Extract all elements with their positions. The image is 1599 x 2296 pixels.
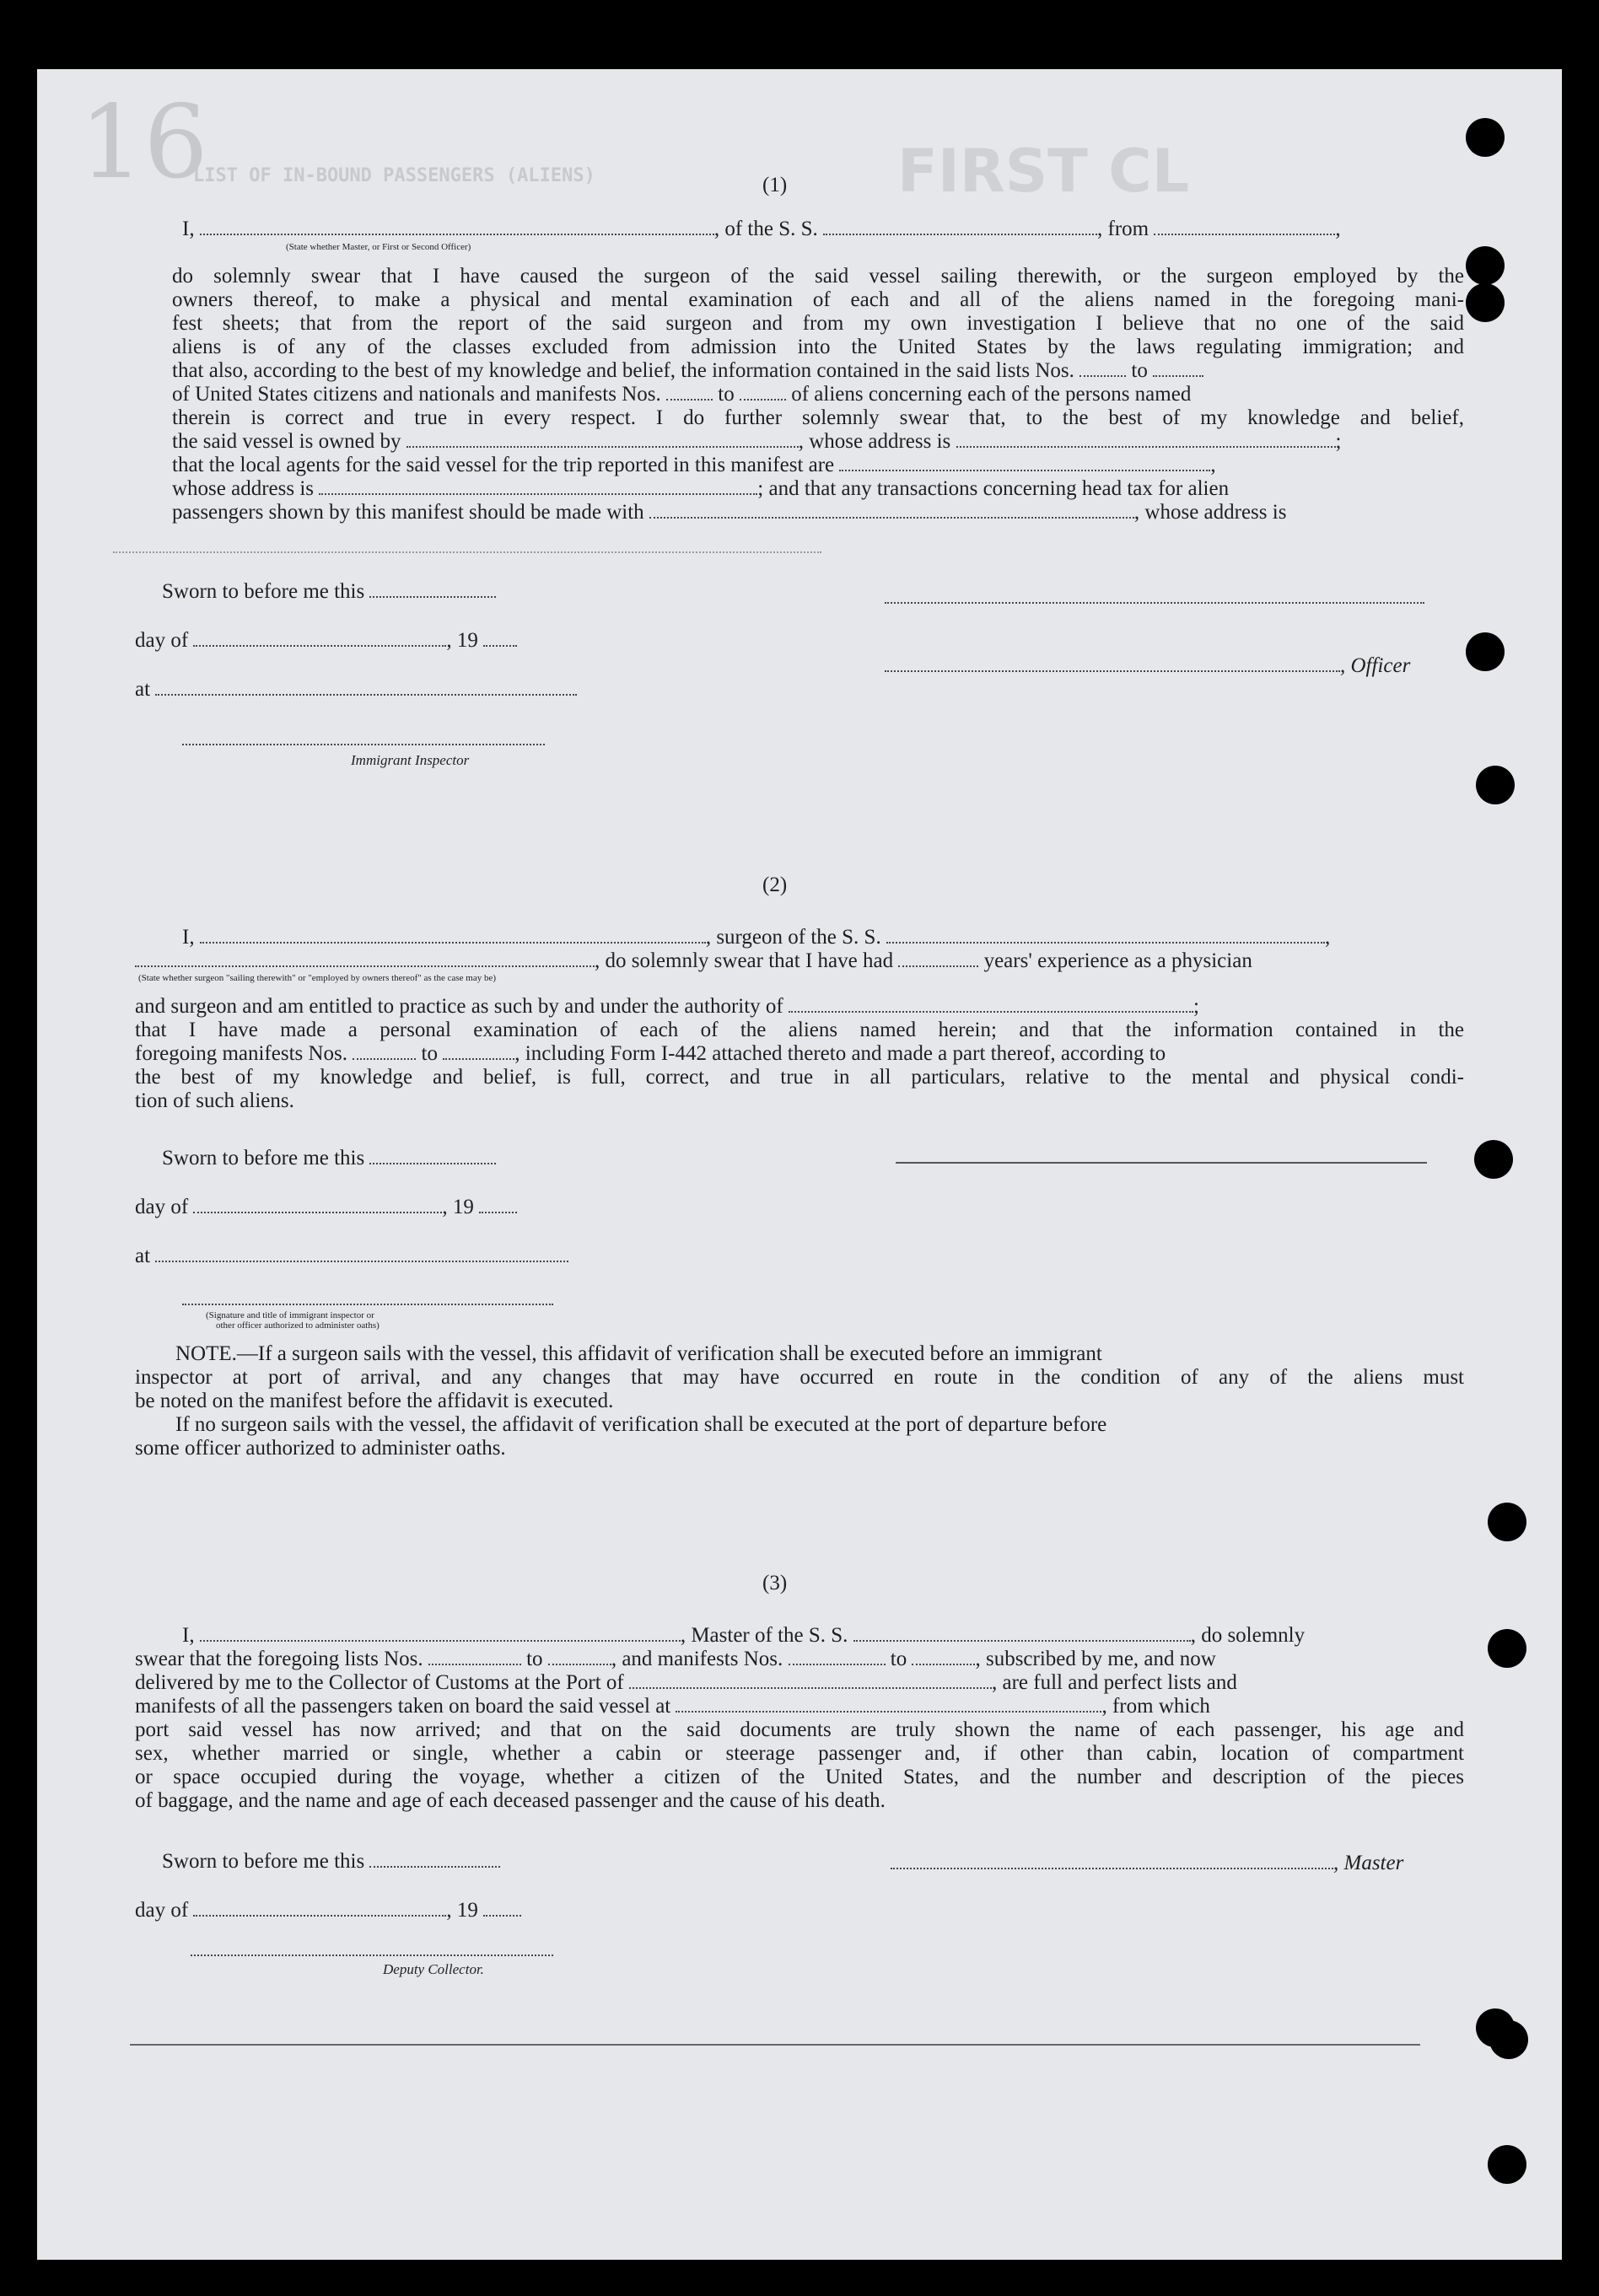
s2-body (135, 995, 1464, 1113)
page-number-stamp: 16 (79, 84, 208, 202)
s1-officer-line (885, 654, 1410, 678)
s1-day-field[interactable] (193, 630, 446, 647)
s1-address-continuation-line (113, 551, 821, 553)
binder-hole (1488, 1629, 1526, 1668)
s2-surgeon-field[interactable] (200, 927, 706, 944)
s3-master-label: , Master (1333, 1852, 1404, 1874)
s2-sworn-day-field[interactable] (369, 1148, 496, 1164)
s3-body-line: sex, whether married or single, whether a cabin or steerage passenger and, if other than cabin, location of compartment (135, 1742, 1464, 1765)
s3-manifests-all-line: manifests of all the passengers taken on board the said vessel at , from which (135, 1695, 1210, 1718)
form-page (37, 69, 1562, 2260)
s2-authority-field[interactable] (789, 996, 1193, 1013)
s1-sworn-day-field[interactable] (369, 581, 496, 598)
first-class-stamp: FIRST CL (897, 137, 1190, 206)
s1-body-line: do solemnly swear that I have caused the surgeon of the said vessel sailing therewith, or the surgeon employed by the (172, 265, 1464, 288)
s1-body-line: fest sheets; that from the report of the said surgeon and from my own investigation I believe that no one of the said (172, 312, 1464, 335)
s1-officer-field[interactable] (200, 218, 714, 235)
s2-note (135, 1342, 1464, 1460)
s2-note-line: inspector at port of arrival, and any changes that may have occurred en route in the condition of any of the aliens must (135, 1366, 1464, 1389)
s1-head-tax-line: passengers shown by this manifest should be made with , whose address is (172, 501, 1287, 524)
s2-signature-note-1: (Signature and title of immigrant inspector or (206, 1310, 374, 1320)
s2-surgeon-note: (State whether surgeon "sailing therewith" or "employed by owners thereof" as the case may be) (138, 973, 497, 983)
s3-manifests-to-field[interactable] (912, 1648, 975, 1665)
s2-body-line: tion of such aliens. (135, 1089, 294, 1112)
s2-vessel-field[interactable] (886, 927, 1325, 944)
section-2-number: (2) (762, 874, 788, 896)
s2-at-field[interactable] (155, 1245, 568, 1262)
s3-master-field[interactable] (200, 1625, 681, 1642)
s1-owner-address-field[interactable] (956, 431, 1336, 448)
s3-vessel-field[interactable] (853, 1625, 1191, 1642)
s2-year-field[interactable] (479, 1196, 517, 1213)
binder-hole (1474, 1140, 1513, 1179)
s2-manifests-from-field[interactable] (353, 1043, 416, 1060)
binder-hole (1466, 632, 1505, 671)
s2-authority-line: and surgeon and am entitled to practice as such by and under the authority of ; (135, 995, 1199, 1018)
s3-line1: I, , Master of the S. S. , do solemnly (182, 1624, 1306, 1647)
s1-agent-address-line: whose address is ; and that any transactions concerning head tax for alien (172, 477, 1230, 500)
s1-body (172, 265, 1464, 524)
s1-i-label: I, (182, 218, 195, 240)
s1-body-line: owners thereof, to make a physical and mental examination of each and all of the aliens named in the foregoing mani- (172, 288, 1464, 311)
binder-hole (1476, 766, 1515, 804)
s3-swear-line: swear that the foregoing lists Nos. to , and manifests Nos. to , subscribed by me, and now (135, 1648, 1216, 1670)
binder-hole (1488, 1503, 1526, 1541)
s2-line2: , do solemnly swear that I have had years' experience as a physician (135, 949, 1252, 973)
s1-from-label: , from (1097, 218, 1149, 240)
s3-port-taken-field[interactable] (676, 1696, 1101, 1713)
s3-collector-signature-line[interactable] (191, 1955, 553, 1956)
s2-body-line: the best of my knowledge and belief, is full, correct, and true in all particulars, relative to the mental and physical condi- (135, 1066, 1464, 1089)
s2-surgeon-type-field[interactable] (135, 950, 595, 967)
s1-officer-label: , Officer (1340, 654, 1411, 677)
bottom-rule (130, 2044, 1420, 2046)
s3-sworn-day-field[interactable] (369, 1851, 500, 1868)
s3-day-line: day of , 19 (135, 1899, 521, 1922)
s1-from-field[interactable] (1154, 218, 1335, 235)
s2-body-line: that I have made a personal examination of each of the aliens named herein; and that the information contained in the (135, 1019, 1464, 1041)
s1-head-tax-field[interactable] (649, 502, 1134, 519)
s1-agents-line: that the local agents for the said vessel for the trip reported in this manifest are , (172, 454, 1216, 476)
s2-inspector-signature-line[interactable] (182, 1304, 553, 1305)
s2-at-line: at (135, 1245, 568, 1268)
s1-sworn-line: Sworn to before me this (162, 580, 496, 604)
s2-note-line: be noted on the manifest before the affidavit is executed. (135, 1390, 614, 1412)
s1-manifests-line: of United States citizens and nationals and manifests Nos. to of aliens concerning each of the persons named (172, 383, 1192, 406)
s1-of-ss-label: , of the S. S. (713, 218, 818, 240)
binder-hole (1466, 118, 1505, 157)
s1-owner-line: the said vessel is owned by , whose address is ; (172, 430, 1342, 453)
section-1-number: (1) (762, 174, 788, 196)
s2-note-line: some officer authorized to administer oaths. (135, 1437, 506, 1460)
s3-body (135, 1648, 1464, 1813)
s3-delivered-line: delivered by me to the Collector of Customs at the Port of , are full and perfect lists and (135, 1671, 1237, 1694)
s1-agent-address-field[interactable] (319, 478, 757, 495)
s1-inspector-signature-line[interactable] (182, 744, 545, 745)
s1-vessel-field[interactable] (823, 218, 1097, 235)
s1-body-line: aliens is of any of the classes excluded from admission into the United States by the laws regulating immigration; and (172, 336, 1464, 358)
s2-day-field[interactable] (193, 1196, 442, 1213)
s3-deputy-label: Deputy Collector. (383, 1961, 484, 1977)
s3-lists-to-field[interactable] (548, 1648, 611, 1665)
s2-note-first-line: NOTE.—If a surgeon sails with the vessel, this affidavit of verification shall be executed before an immigrant (175, 1342, 1102, 1365)
s1-day-line: day of , 19 (135, 629, 517, 653)
s3-year-field[interactable] (483, 1900, 521, 1917)
s3-lists-from-field[interactable] (428, 1648, 521, 1665)
s3-sworn-line: Sworn to before me this (162, 1850, 500, 1874)
s1-lists-to-field[interactable] (1153, 360, 1203, 377)
s3-body-line: port said vessel has now arrived; and that on the said documents are truly shown the name of each passenger, his age and (135, 1718, 1464, 1741)
s3-day-field[interactable] (193, 1900, 446, 1917)
s2-surgeon-signature-line[interactable] (896, 1162, 1427, 1164)
s2-note-line: If no surgeon sails with the vessel, the affidavit of verification shall be executed at the port of departure before (175, 1413, 1107, 1436)
s2-years-field[interactable] (898, 950, 978, 967)
binder-hole (1488, 2145, 1526, 2184)
s3-body-line: of baggage, and the name and age of each deceased passenger and the cause of his death. (135, 1789, 886, 1812)
s3-master-signature-field[interactable] (891, 1852, 1333, 1869)
s1-manifests-to-field[interactable] (740, 384, 786, 401)
s1-agents-field[interactable] (839, 454, 1210, 471)
s2-line1: I, , surgeon of the S. S. , (182, 926, 1331, 949)
s1-at-line: at (135, 678, 577, 702)
s1-year-field[interactable] (483, 630, 517, 647)
s2-sworn-line: Sworn to before me this (162, 1147, 496, 1170)
s1-line1: I, , of the S. S. , from , (182, 218, 1341, 240)
s3-body-line: or space occupied during the voyage, whether a citizen of the United States, and the number and description of the pieces (135, 1766, 1464, 1788)
s1-manifests-from-field[interactable] (666, 384, 713, 401)
faint-list-title: LIST OF IN-BOUND PASSENGERS (ALIENS) (193, 165, 595, 186)
binder-hole (1466, 246, 1505, 285)
s1-officer-name-field[interactable] (885, 655, 1340, 672)
s1-body-line: therein is correct and true in every respect. I do further solemnly swear that, to the best of my knowledge and belief, (172, 406, 1464, 429)
s2-note-label: NOTE. (175, 1342, 237, 1365)
s2-signature-note-2: other officer authorized to administer oaths) (216, 1320, 380, 1331)
s1-lists-line: that also, according to the best of my knowledge and belief, the information contained in the said lists Nos. to (172, 359, 1464, 383)
s2-day-line: day of , 19 (135, 1196, 517, 1219)
s1-owner-field[interactable] (406, 431, 799, 448)
s1-at-field[interactable] (155, 679, 577, 696)
binder-hole (1489, 2020, 1528, 2059)
s2-manifests-line: foregoing manifests Nos. to , including Form I-442 attached thereto and made a part thereof, according to (135, 1042, 1166, 1065)
binder-hole (1466, 283, 1505, 322)
s1-inspector-label: Immigrant Inspector (351, 752, 470, 768)
section-3-number: (3) (762, 1572, 788, 1594)
s1-lists-from-field[interactable] (1079, 360, 1126, 377)
s3-master-sign-line (891, 1852, 1403, 1875)
s1-officer-signature-line[interactable] (885, 602, 1424, 604)
s3-manifests-from-field[interactable] (789, 1648, 886, 1665)
s3-port-field[interactable] (629, 1672, 992, 1689)
s1-officer-note: (State whether Master, or First or Second Officer) (286, 242, 471, 252)
s2-manifests-to-field[interactable] (443, 1043, 514, 1060)
